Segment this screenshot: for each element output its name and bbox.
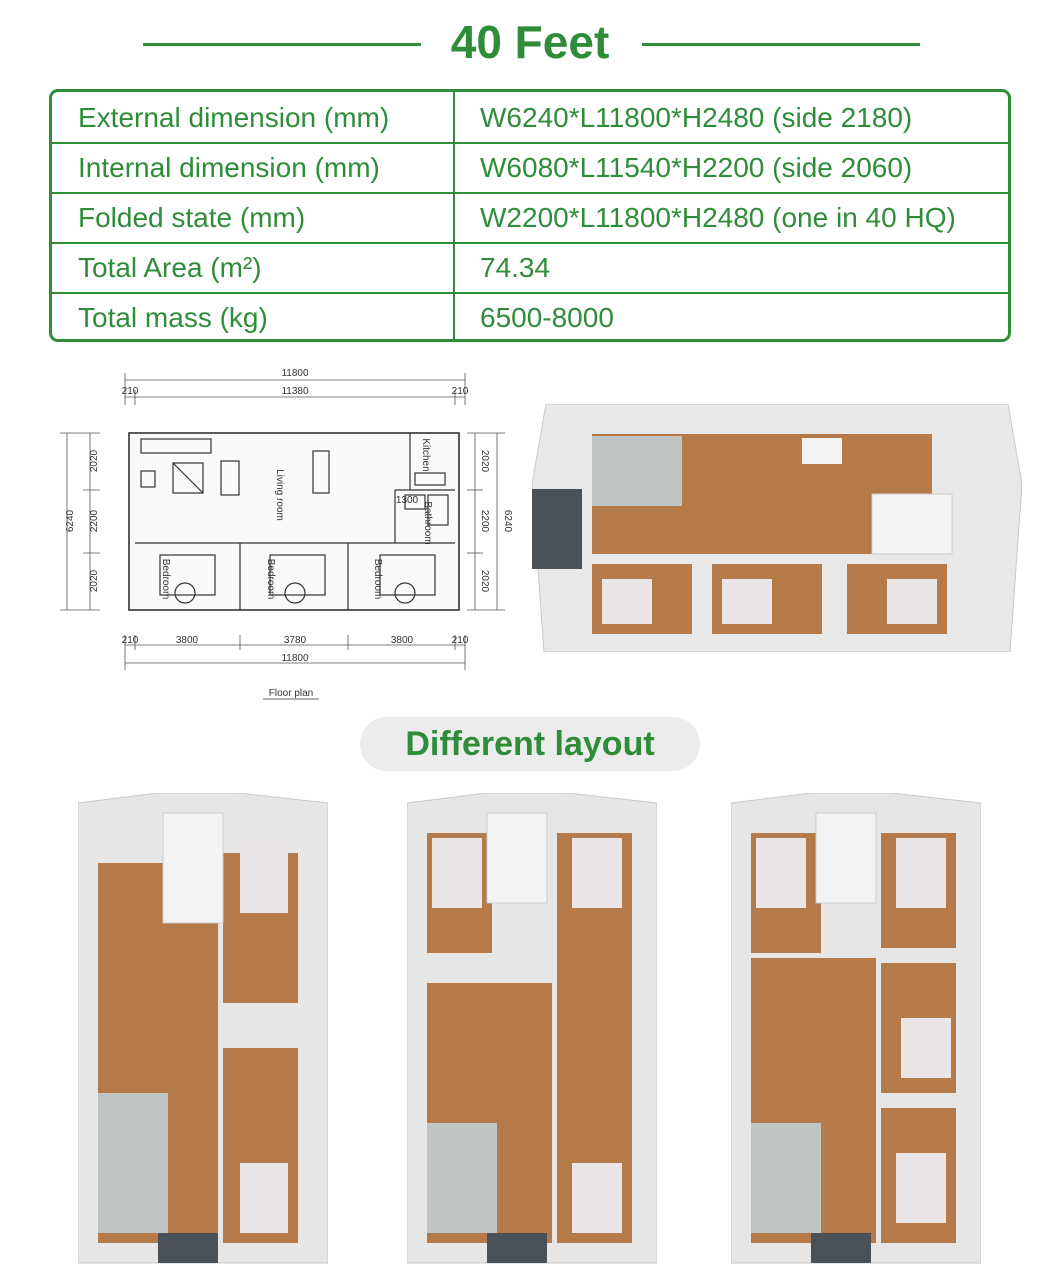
spec-row-area bbox=[52, 242, 1008, 292]
floor-plan-drawing bbox=[55, 365, 525, 705]
spec-value: W2200*L11800*H2480 (one in 40 HQ) bbox=[480, 202, 956, 233]
dim-bottom-a: 3800 bbox=[175, 635, 199, 646]
dim-bottom-total: 11800 bbox=[281, 653, 309, 664]
dim-right-a: 2020 bbox=[479, 449, 490, 473]
render-layout-1 bbox=[78, 793, 328, 1273]
dim-top-inner: 11380 bbox=[281, 386, 309, 397]
dim-top-right: 210 bbox=[451, 386, 469, 397]
floor-plan-caption: Floor plan bbox=[268, 688, 314, 699]
spec-label: Total mass (kg) bbox=[78, 302, 268, 333]
spec-value: W6080*L11540*H2200 (side 2060) bbox=[480, 152, 913, 183]
spec-label: Internal dimension (mm) bbox=[78, 152, 380, 183]
spec-row-folded bbox=[52, 192, 1008, 242]
different-layout-heading: Different layout bbox=[360, 717, 700, 771]
dim-top-left: 210 bbox=[121, 386, 139, 397]
spec-label: External dimension (mm) bbox=[78, 102, 390, 133]
dim-right-c: 2020 bbox=[479, 569, 490, 593]
dim-bath-width: 1300 bbox=[395, 495, 419, 506]
dim-bottom-c: 3800 bbox=[390, 635, 414, 646]
page-title: 40 Feet bbox=[450, 16, 610, 68]
spec-table bbox=[49, 89, 1011, 342]
room-label-bathroom: Bathroom bbox=[422, 501, 433, 545]
dim-left-c: 2020 bbox=[89, 569, 100, 593]
dim-left-total: 6240 bbox=[65, 509, 76, 533]
room-label-kitchen: Kitchen bbox=[420, 438, 431, 472]
dim-right-total: 6240 bbox=[502, 509, 513, 533]
room-label-living: Living room bbox=[274, 469, 285, 521]
room-label-bedroom-2: Bedroom bbox=[265, 558, 276, 600]
dim-right-b: 2200 bbox=[479, 509, 490, 533]
spec-label: Folded state (mm) bbox=[78, 202, 306, 233]
room-label-bedroom-3: Bedroom bbox=[372, 558, 383, 600]
dim-bottom-left: 210 bbox=[121, 635, 139, 646]
dim-left-a: 2020 bbox=[89, 449, 100, 473]
spec-value: W6240*L11800*H2480 (side 2180) bbox=[480, 102, 913, 133]
render-main-layout bbox=[532, 404, 1022, 652]
dim-left-b: 2200 bbox=[89, 509, 100, 533]
title-rule-right bbox=[642, 43, 920, 46]
spec-row-mass bbox=[52, 292, 1008, 342]
spec-row-internal bbox=[52, 142, 1008, 192]
spec-row-external bbox=[52, 92, 1008, 142]
spec-label: Total Area (m²) bbox=[78, 252, 262, 283]
room-label-bedroom-1: Bedroom bbox=[160, 558, 171, 600]
spec-value: 6500-8000 bbox=[480, 302, 614, 333]
spec-value: 74.34 bbox=[480, 252, 551, 283]
dim-bottom-right: 210 bbox=[451, 635, 469, 646]
render-layout-3 bbox=[731, 793, 981, 1273]
render-layout-2 bbox=[407, 793, 657, 1273]
dim-bottom-b: 3780 bbox=[283, 635, 307, 646]
dim-top-total: 11800 bbox=[281, 368, 309, 379]
